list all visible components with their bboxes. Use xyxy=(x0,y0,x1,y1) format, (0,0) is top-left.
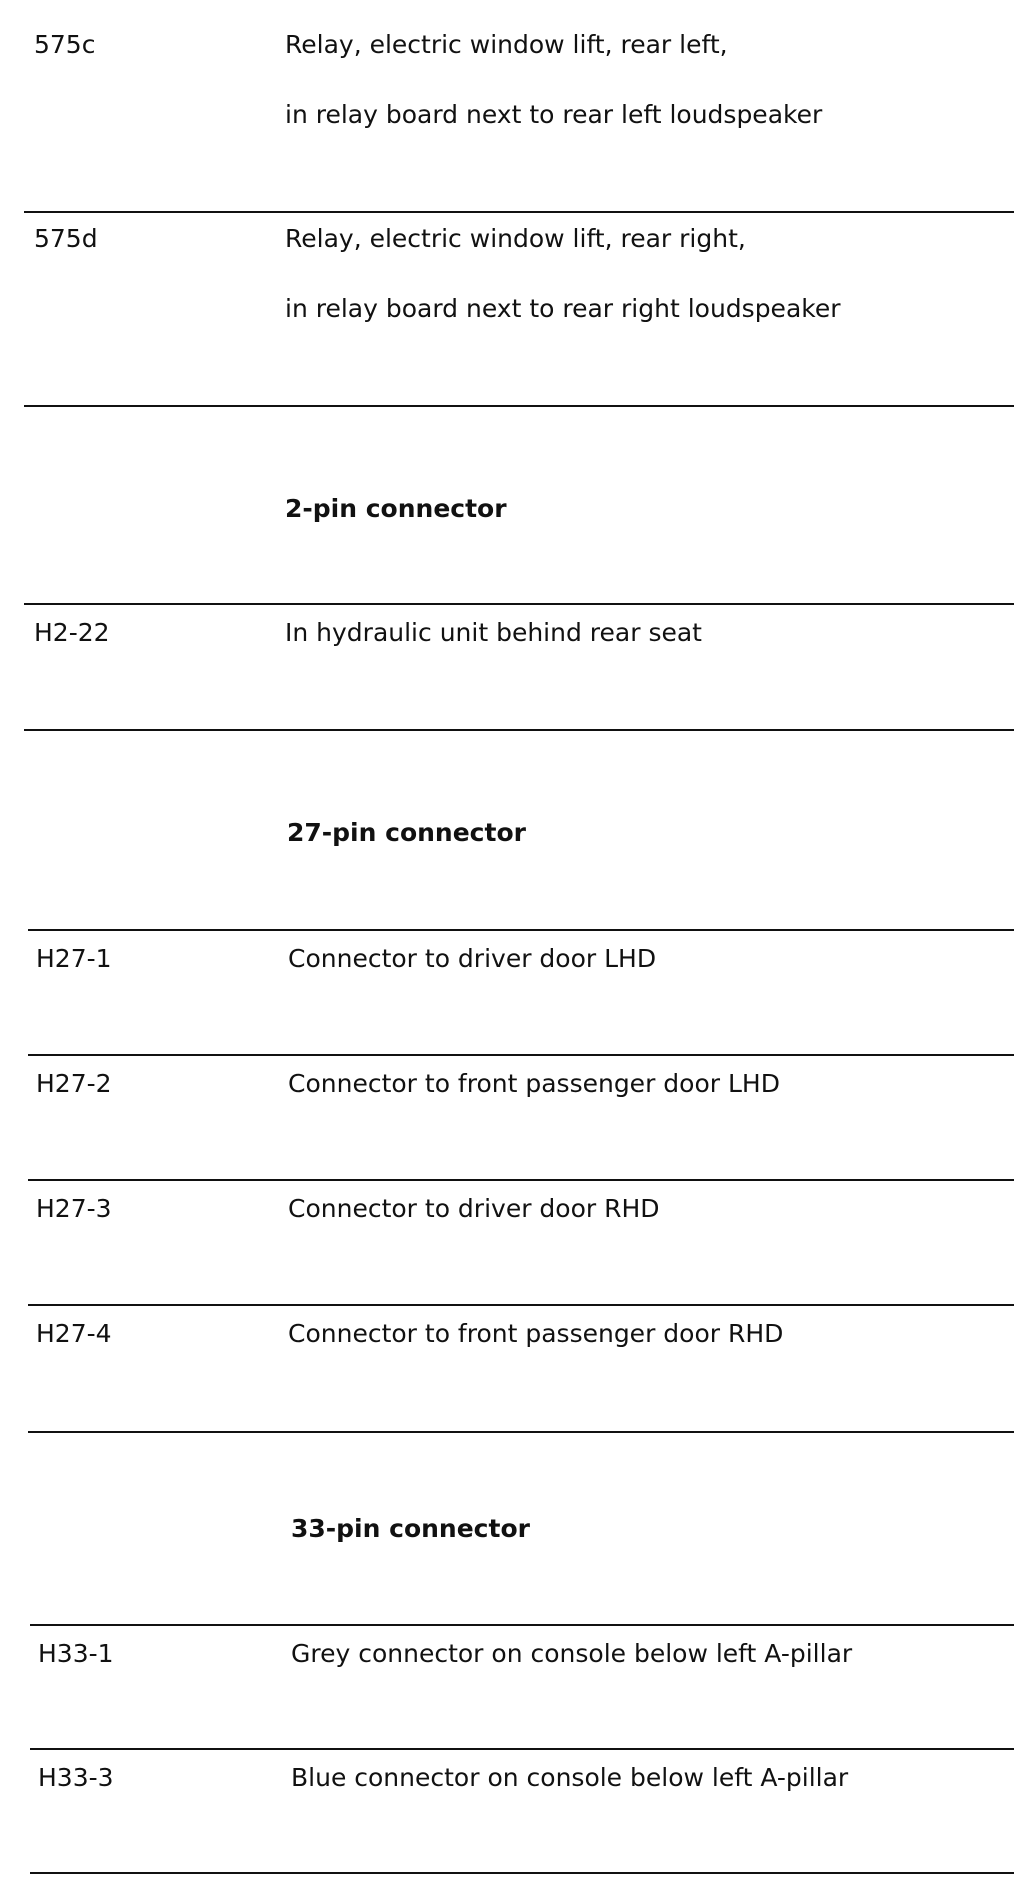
divider xyxy=(30,1624,1014,1626)
row-description: Connector to driver door LHD xyxy=(288,944,657,973)
section-heading: 33-pin connector xyxy=(291,1514,530,1543)
divider xyxy=(24,729,1014,731)
row-code: H27-2 xyxy=(36,1069,112,1098)
row-description: Blue connector on console below left A-pillar xyxy=(291,1763,849,1792)
divider xyxy=(24,603,1014,605)
row-description: Connector to driver door RHD xyxy=(288,1194,660,1223)
divider xyxy=(30,1748,1014,1750)
divider xyxy=(28,1054,1014,1056)
row-code: H2-22 xyxy=(34,618,110,647)
row-description-line2: in relay board next to rear right loudspeaker xyxy=(285,294,841,323)
row-code: H33-1 xyxy=(38,1639,114,1668)
row-description: In hydraulic unit behind rear seat xyxy=(285,618,702,647)
divider xyxy=(30,1872,1014,1874)
section-heading: 27-pin connector xyxy=(287,818,526,847)
row-code: H27-4 xyxy=(36,1319,112,1348)
row-description-line1: Relay, electric window lift, rear right, xyxy=(285,224,746,253)
row-code: H33-3 xyxy=(38,1763,114,1792)
row-description: Grey connector on console below left A-pillar xyxy=(291,1639,853,1668)
divider xyxy=(28,1304,1014,1306)
row-code: H27-1 xyxy=(36,944,112,973)
row-description: Connector to front passenger door LHD xyxy=(288,1069,780,1098)
row-description: Connector to front passenger door RHD xyxy=(288,1319,784,1348)
divider xyxy=(24,211,1014,213)
divider xyxy=(28,1179,1014,1181)
row-description-line1: Relay, electric window lift, rear left, xyxy=(285,30,728,59)
divider xyxy=(24,405,1014,407)
row-description-line2: in relay board next to rear left loudspeaker xyxy=(285,100,823,129)
section-heading: 2-pin connector xyxy=(285,494,507,523)
divider xyxy=(28,929,1014,931)
row-code: 575d xyxy=(34,224,98,253)
row-code: 575c xyxy=(34,30,96,59)
divider xyxy=(28,1431,1014,1433)
row-code: H27-3 xyxy=(36,1194,112,1223)
